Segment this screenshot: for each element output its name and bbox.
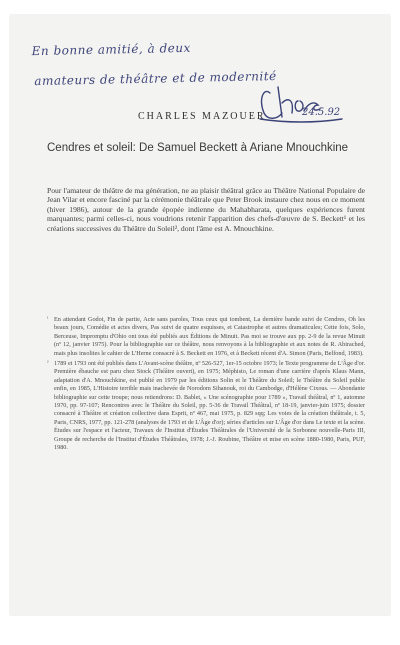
- footnote-mark: ²: [47, 361, 49, 367]
- footnote-text: 1789 et 1793 ont été publiés dans L'Avant-scène théâtre, nº 526-527, 1er-15 octobre 1973; le Texte programme de L'Âge d'or. Première ébauche est paru chez Stock (Théâtre ouvert), en 1975; Méphisto, Le roman d'une carrière d'après Klaus Mann, adaptation d'A. Mnouchkine, est publié en 1979 par les éditions Solin et le Théâtre du Soleil; le Théâtre du Soleil publie enfin, en 1985, L'Histoire terrible mais inachevée de Norodom Sihanouk, roi du Cambodge, d'Hélène Cixous. — Abondante bibliographie sur cette troupe; nous retiendrons: D. Bablet, « Une scénographie pour 1789 », Travail théâtral, nº 1, automne 1970, pp. 97-107; Rencontres avec le Théâtre du Soleil, pp. 5-36 de Travail Théâtral, nº 18-19, janvier-juin 1975; dossier consacré à Théâtre et création collective dans Esprit, nº 467, mai 1975, p. 829 sqq; Les voies de la création théâtrale, t. 5, Paris, CNRS, 1977, pp. 121-278 (analyses de 1793 et de L'Âge d'or); séries d'articles sur L'Âge d'or dans Le texte et la scène. Études sur l'espace et l'acteur, Travaux de l'Institut d'Études Théâtrales de l'Université de la Sorbonne nouvelle-Paris III, Groupe de recherche de l'Institut d'Études Théâtrales, 1978; J.-J. Roubine, Théâtre et mise en scène 1880-1980, Paris, PUF, 1980.: [54, 360, 365, 452]
- footnote-mark: ¹: [47, 317, 49, 322]
- signature-date: 24.5.92: [302, 107, 341, 118]
- body-paragraph: Pour l'amateur de théâtre de ma génération, ne au plaisir théâtral grâce au Théâtre National Populaire de Jean Vilar et encore fasciné par la cérémonie théâtrale que Peter Brook instaure chez nous en ce moment (hiver 1986), autour de la grande épopée indienne du Mahabharata, quelques expériences furent marquantes; parmi celles-ci, nous voudrions retenir l'apparition des chefs-d'œuvre de S. Beckett¹ et les créations successives du Théâtre du Soleil², dont l'âme est A. Mnouchkine.: [47, 185, 365, 233]
- footnote-2: [47, 360, 365, 452]
- document-page: [10, 15, 390, 615]
- dedication-line-1: En bonne amitié, à deux: [31, 40, 191, 59]
- footnotes: [47, 316, 365, 455]
- footnote-text: En attendant Godot, Fin de partie, Acte sans paroles, Tous ceux qui tombent, La dernière bande suivi de Cendres, Oh les beaux jours, Comédie et actes divers, Pas suivi de quatre esquisses, et Catastrophe et autres dramaticules; Cette fois, Solo, Berceuse, Impromptu d'Ohio ont tous été publiés aux Éditions de Minuit. Pas moi se trouve aux pp. 2-9 de la revue Minuit (nº 12, janvier 1975). Pour la bibliographie sur ce théâtre, nous renvoyons à la bibliographie et aux notes de R. Abirached, mais plus insolites le cahier de L'Herne consacré à S. Beckett en 1976, et à Beckett récent d'A. Simon (Paris, Belfond, 1983).: [54, 316, 365, 357]
- author-name: CHARLES MAZOUER: [138, 111, 266, 122]
- dedication-line-2: amateurs de théâtre et de modernité: [34, 69, 277, 89]
- footnote-1: [47, 316, 365, 358]
- article-title: Cendres et soleil: De Samuel Beckett à Ariane Mnouchkine: [47, 142, 349, 154]
- handwritten-signature: [256, 79, 366, 127]
